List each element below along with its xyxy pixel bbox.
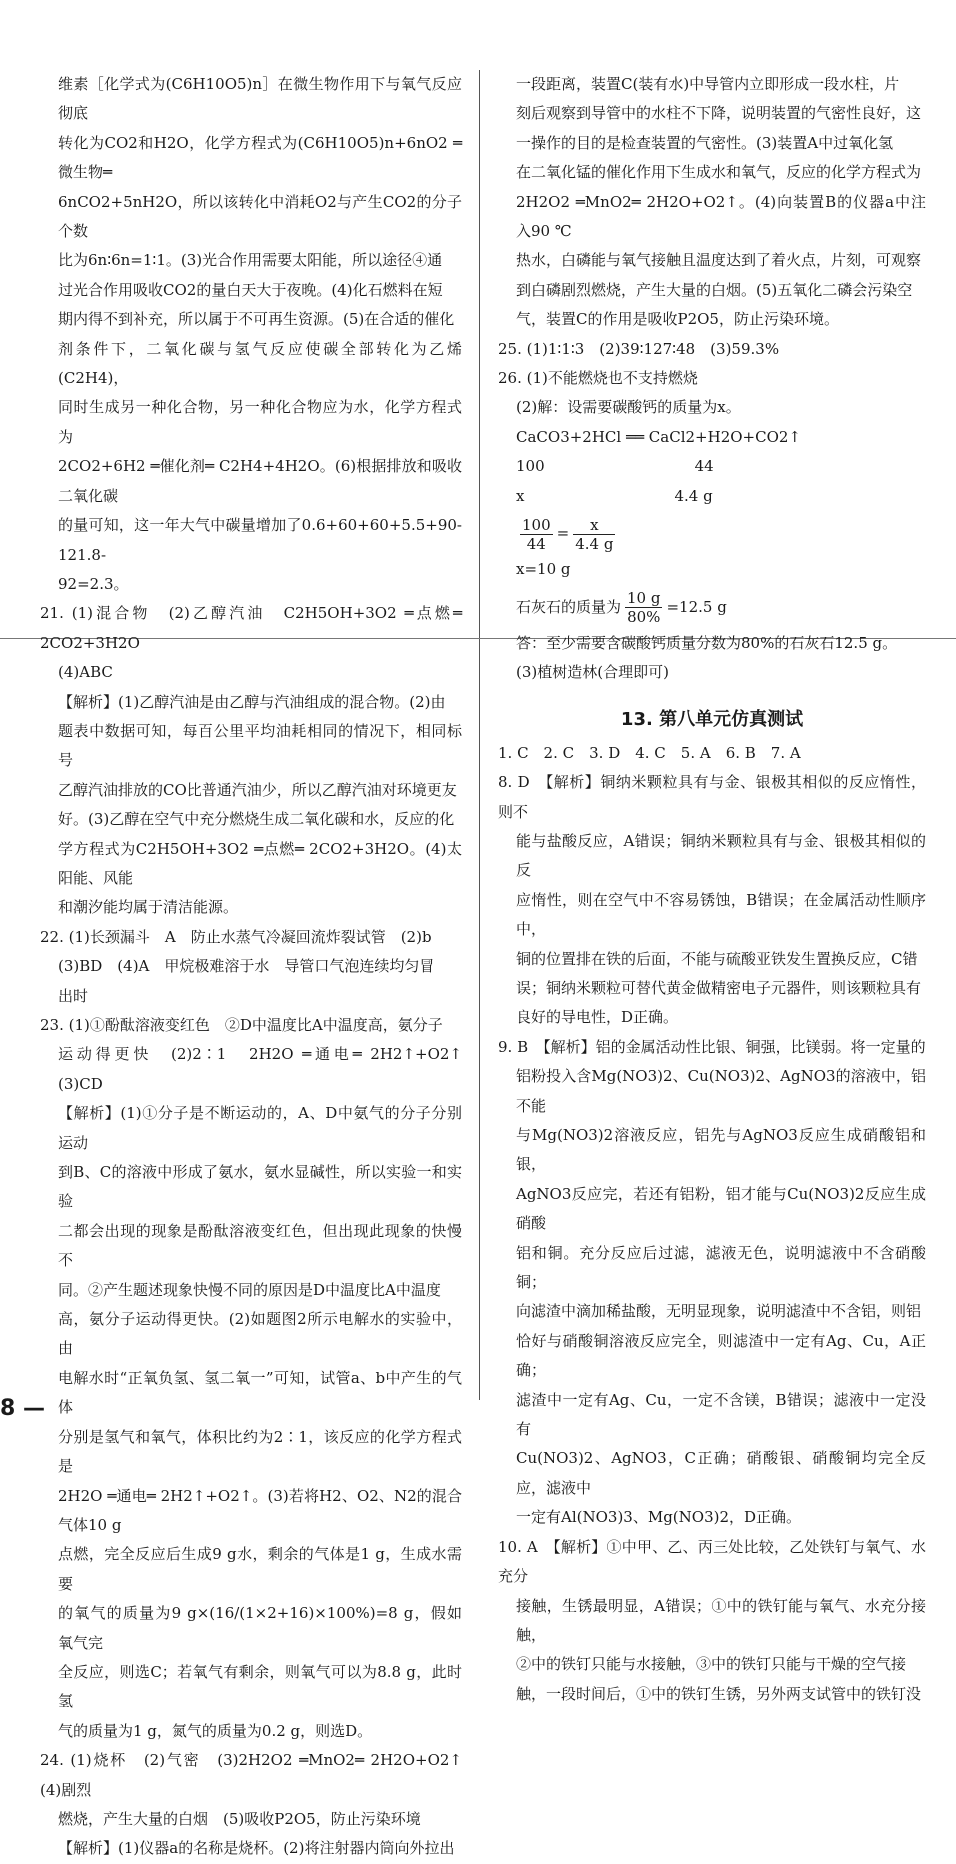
q24-continuation (498, 70, 926, 335)
text-line: 一定有Al(NO3)3、Mg(NO3)2，D正确。 (516, 1508, 802, 1527)
question-line: 26. (1)不能燃烧也不支持燃烧 (498, 369, 698, 388)
question-line: 10. A 【解析】①中甲、乙、丙三处比较，乙处铁钉与氧气、水充分 (498, 1537, 926, 1586)
text-line: 期内得不到补充，所以属于不可再生资源。(5)在合适的催化 (58, 310, 455, 329)
text-line: 向滤渣中滴加稀盐酸，无明显现象，说明滤渣中不含铝，则铝 (516, 1302, 922, 1321)
text-line: 学方程式为C2H5OH+3O2 ═点燃═ 2CO2+3H2O。(4)太阳能、风能 (58, 839, 462, 887)
text-line: 一段距离，装置C(装有水)中导管内立即形成一段水柱，片 (516, 75, 900, 93)
text-line: 的氧气的质量为9 g×(16/(1×2+16)×100%)=8 g，假如氧气完 (58, 1604, 462, 1652)
text-line: 【解析】(1)仪器a的名称是烧杯。(2)将注射器内筒向外拉出 (58, 1839, 455, 1858)
text-line: 过光合作用吸收CO2的量白天大于夜晚。(4)化石燃料在短 (58, 280, 443, 299)
text-line: 到白磷剧烈燃烧，产生大量的白烟。(5)五氧化二磷会污染空 (516, 280, 913, 299)
column-divider (479, 70, 480, 1400)
question-22 (40, 923, 462, 1011)
question-25: 25. (1)1∶1∶3 (2)39∶127∶48 (3)59.3% (498, 339, 780, 358)
text-line: 全反应，则选C；若氧气有剩余，则氧气可以为8.8 g，此时氢 (58, 1662, 462, 1711)
text-line: 92=2.3。 (58, 574, 129, 593)
text-line: 分别是氢气和氧气，体积比约为2∶1，该反应的化学方程式是 (58, 1427, 462, 1476)
question-10 (498, 1533, 926, 1709)
question-line: 21. (1)混合物 (2)乙醇汽油 C2H5OH+3O2 ═点燃═ 2CO2+3H2O (40, 604, 462, 652)
text-line: (2)解：设需要碳酸钙的质量为x。 (516, 398, 741, 417)
text-line: 一操作的目的是检查装置的气密性。(3)装置A中过氧化氢 (516, 133, 894, 152)
fraction (520, 516, 553, 553)
answer-line: 答：至少需要含碳酸钙质量分数为80%的石灰石12.5 g。 (516, 633, 898, 652)
text-line: Cu(NO3)2、AgNO3，C正确；硝酸银、硝酸铜均完全反应，滤液中 (516, 1449, 926, 1497)
result-line: x=10 g (516, 560, 571, 579)
answers-1-7: 1. C 2. C 3. D 4. C 5. A 6. B 7. A (498, 743, 801, 762)
text-line: 热水，白磷能与氧气接触且温度达到了着火点，片刻，可观察 (516, 251, 922, 270)
text-line: 到B、C的溶液中形成了氨水，氨水显碱性，所以实验一和实验 (58, 1163, 462, 1211)
question-8 (498, 768, 926, 1033)
question-9 (498, 1033, 926, 1533)
text-line: (4)ABC (58, 663, 113, 682)
question-line: 23. (1)①酚酞溶液变红色 ②D中温度比A中温度高，氨分子 (40, 1016, 443, 1034)
limestone-line (498, 585, 926, 629)
text-line: 点燃，完全反应后生成9 g水，剩余的气体是1 g，生成水需要 (58, 1545, 462, 1593)
left-column (40, 70, 478, 1864)
chemical-equation: CaCO3+2HCl ══ CaCl2+H2O+CO2↑ (516, 427, 801, 446)
question-26 (498, 364, 926, 687)
text-line: 接触，生锈最明显，A错误；①中的铁钉能与氧气、水充分接触， (516, 1596, 926, 1644)
page-number: 8 — (0, 1396, 45, 1421)
text-line: 应惰性，则在空气中不容易锈蚀，B错误；在金属活动性顺序中， (516, 890, 926, 939)
text-line: 【解析】(1)乙醇汽油是由乙醇与汽油组成的混合物。(2)由 (58, 692, 446, 711)
text-line: 转化为CO2和H2O，化学方程式为(C6H10O5)n+6nO2 ═微生物═ (58, 133, 462, 182)
text-line: 滤渣中一定有Ag、Cu，一定不含镁，B错误；滤液中一定没有 (516, 1390, 926, 1439)
text-line: 在二氧化锰的催化作用下生成水和氧气，反应的化学方程式为 (516, 163, 922, 182)
variable-row: x 4.4 g (516, 486, 713, 505)
fraction (573, 516, 615, 553)
question-21 (40, 599, 462, 922)
text-line: 的量可知，这一年大气中碳量增加了0.6+60+60+5.5+90-121.8- (58, 516, 462, 564)
text-line: 恰好与硝酸铜溶液反应完全，则滤渣中一定有Ag、Cu，A正确； (516, 1331, 926, 1380)
text-line: 剂条件下，二氧化碳与氢气反应使碳全部转化为乙烯(C2H4)， (58, 339, 462, 388)
text-line: 气，装置C的作用是吸收P2O5，防止污染环境。 (516, 310, 839, 329)
text-line: 能与盐酸反应，A错误；铜纳米颗粒具有与金、银极其相似的反 (516, 831, 926, 880)
text-line: 高，氨分子运动得更快。(2)如题图2所示电解水的实验中，由 (58, 1310, 462, 1358)
text-line: 2H2O2 ═MnO2═ 2H2O+O2↑。(4)向装置B的仪器a中注入90 ℃ (516, 192, 926, 241)
text-line: 2CO2+6H2 ═催化剂═ C2H4+4H2O。(6)根据排放和吸收二氧化碳 (58, 457, 462, 505)
text-line: 良好的导电性，D正确。 (516, 1008, 679, 1027)
text-line: AgNO3反应完，若还有铝粉，铝才能与Cu(NO3)2反应生成硝酸 (516, 1184, 926, 1233)
text-line: 比为6n∶6n=1∶1。(3)光合作用需要太阳能，所以途径④通 (58, 251, 443, 270)
question-line: 22. (1)长颈漏斗 A 防止水蒸气冷凝回流炸裂试管 (2)b (40, 927, 432, 946)
question-line: 9. B 【解析】铝的金属活动性比银、铜强，比镁弱。将一定量的 (498, 1037, 926, 1056)
text-line: 误；铜纳米颗粒可替代黄金做精密电子元器件，则该颗粒具有 (516, 978, 922, 997)
text-line: 和潮汐能均属于清洁能源。 (58, 898, 239, 917)
question-24 (40, 1746, 478, 1864)
text-line: 乙醇汽油排放的CO比普通汽油少，所以乙醇汽油对环境更友 (58, 780, 457, 799)
text-line: 刻后观察到导管中的水柱不下降，说明装置的气密性良好，这 (516, 104, 922, 123)
text-line: 燃烧，产生大量的白烟 (5)吸收P2O5，防止污染环境 (58, 1809, 421, 1828)
text-line: 电解水时“正氧负氢、氢二氧一”可知，试管a、b中产生的气体 (58, 1368, 462, 1417)
text-line: 铜的位置排在铁的后面，不能与硫酸亚铁发生置换反应，C错 (516, 949, 918, 968)
numerator: 10 g (627, 589, 661, 607)
denominator: 44 (526, 534, 546, 553)
text-line: 维素［化学式为(C6H10O5)n］在微生物作用下与氧气反应彻底 (58, 75, 462, 123)
question-23 (40, 1011, 478, 1746)
text-line: 出时 (58, 986, 89, 1005)
text-line: 6nCO2+5nH2O，所以该转化中消耗O2与产生CO2的分子个数 (58, 192, 462, 241)
denominator: 4.4 g (575, 534, 614, 553)
text-line: 2H2O ═通电═ 2H2↑+O2↑。(3)若将H2、O2、N2的混合气体10 g (58, 1486, 462, 1534)
text-line: (3)植树造林(合理即可) (516, 662, 669, 681)
question-line: 24. (1)烧杯 (2)气密 (3)2H2O2 ═MnO2═ 2H2O+O2↑ (4)剧烈 (40, 1751, 478, 1799)
text-line: 气的质量为1 g，氮气的质量为0.2 g，则选D。 (58, 1721, 373, 1740)
text-line: ②中的铁钉只能与水接触，③中的铁钉只能与干燥的空气接 (516, 1655, 907, 1674)
question-line: 8. D 【解析】铜纳米颗粒具有与金、银极其相似的反应惰性，则不 (498, 773, 926, 821)
text-line: 【解析】(1)①分子是不断运动的，A、D中氨气的分子分别运动 (58, 1104, 462, 1152)
numerator: x (573, 516, 615, 535)
text-line: 题表中数据可知，每百公里平均油耗相同的情况下，相同标号 (58, 721, 462, 770)
text-line: 运动得更快 (2)2∶1 2H2O ═通电═ 2H2↑+O2↑ (3)CD (58, 1045, 478, 1093)
text-line: 铝粉投入含Mg(NO3)2、Cu(NO3)2、AgNO3的溶液中，铝不能 (516, 1067, 926, 1115)
fraction (625, 589, 662, 626)
text-span: =12.5 g (666, 597, 727, 616)
proportion-line: $\frac{100}{44}$ = $\frac{x}{4.4 g}$ (522, 515, 614, 553)
text-line: 同时生成另一种化合物，另一种化合物应为水，化学方程式为 (58, 398, 462, 446)
right-column (498, 70, 926, 1709)
denominator: 80% (627, 608, 661, 626)
text-line: (3)BD (4)A 甲烷极难溶于水 导管口气泡连续均匀冒 (58, 957, 435, 976)
section-title: 13. 第八单元仿真测试 (620, 709, 804, 731)
numerator: 100 (522, 515, 551, 534)
text-line: 触，一段时间后，①中的铁钉生锈，另外两支试管中的铁钉没 (516, 1684, 922, 1703)
text-line: 二都会出现的现象是酚酞溶液变红色，但出现此现象的快慢不 (58, 1221, 462, 1270)
text-line: 好。(3)乙醇在空气中充分燃烧生成二氧化碳和水，反应的化 (58, 810, 455, 829)
text-line: 同。②产生题述现象快慢不同的原因是D中温度比A中温度 (58, 1280, 441, 1299)
mass-row: 100 44 (516, 457, 714, 476)
text-span: 石灰石的质量为 (516, 597, 622, 616)
text-line: 与Mg(NO3)2溶液反应，铝先与AgNO3反应生成硝酸铝和银， (516, 1126, 926, 1174)
text-line: 铝和铜。充分反应后过滤，滤液无色，说明滤液中不含硝酸铜； (516, 1243, 926, 1292)
q20-continuation (40, 70, 462, 599)
